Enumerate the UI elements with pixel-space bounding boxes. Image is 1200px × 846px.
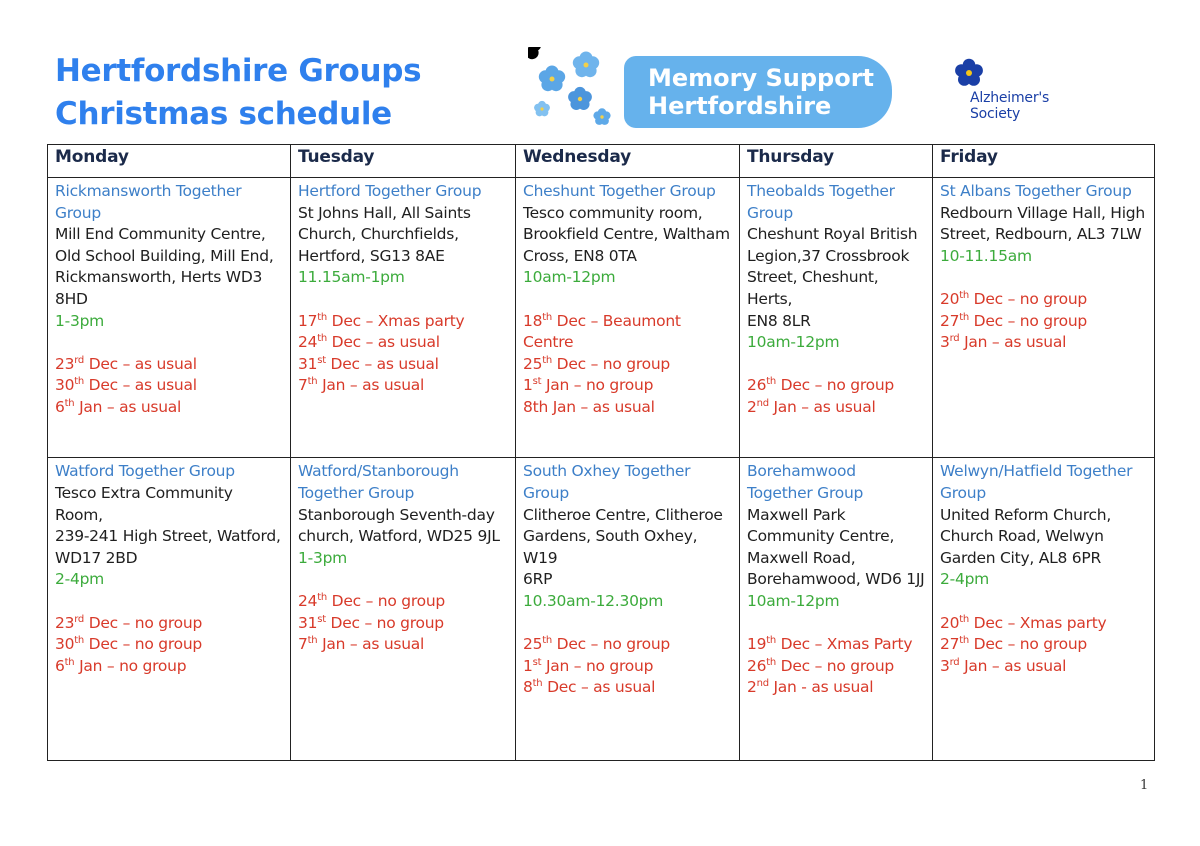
date-day: 30 [55, 635, 75, 654]
spacer [523, 613, 734, 635]
date-suffix: th [74, 635, 84, 647]
schedule-date [55, 613, 285, 635]
schedule-row [48, 458, 1155, 761]
date-status: Dec – no group [327, 592, 446, 611]
group-address: Legion,37 Crossbrook [747, 246, 910, 265]
alzheimers-flower-icon [952, 58, 986, 90]
group-address: Church, Churchfields, [298, 225, 459, 244]
date-day: 3 [940, 656, 950, 675]
schedule-date [298, 332, 510, 354]
date-day: 26 [747, 656, 767, 675]
group-address: EN8 8LR [747, 311, 811, 330]
date-status: Dec – no group [776, 656, 895, 675]
spacer [940, 591, 1149, 613]
date-suffix: st [532, 656, 542, 668]
date-day: 24 [298, 592, 318, 611]
spacer [55, 591, 285, 613]
date-day: 18 [523, 311, 543, 330]
date-status: Dec – as usual [325, 354, 439, 373]
memory-support-logo [624, 56, 892, 128]
schedule-date [55, 354, 285, 376]
spacer [298, 289, 510, 311]
schedule-date [298, 591, 510, 613]
schedule-date [747, 677, 927, 699]
group-name: Group [55, 203, 101, 222]
date-day: 23 [55, 613, 75, 632]
group-name: Borehamwood [747, 462, 856, 481]
date-day: 20 [940, 613, 960, 632]
date-suffix: st [532, 376, 542, 388]
group-address: United Reform Church, [940, 505, 1112, 524]
group-cell [291, 458, 516, 761]
group-name: Hertford Together Group [298, 182, 482, 200]
date-day: 31 [298, 354, 318, 373]
group-cell [740, 178, 933, 458]
group-address: Mill End Community Centre, [55, 225, 266, 244]
group-time: 1-3pm [298, 548, 348, 567]
group-name: Cheshunt Together Group [523, 182, 716, 200]
date-status: Jan - as usual [768, 678, 874, 697]
date-status: Jan – as usual [959, 333, 1067, 352]
date-suffix: th [64, 397, 75, 409]
schedule-date [523, 677, 734, 699]
group-cell [48, 458, 291, 761]
date-suffix: st [317, 354, 326, 366]
date-suffix: th [74, 376, 84, 388]
date-suffix: th [959, 613, 969, 625]
date-suffix: th [64, 656, 75, 668]
date-suffix: th [766, 376, 776, 388]
date-status: Jan – no group [74, 656, 187, 675]
date-status: Dec – no group [84, 613, 203, 632]
schedule-date [940, 289, 1149, 311]
group-address: Cheshunt Royal British [747, 225, 918, 244]
group-address: Community Centre, [747, 527, 895, 546]
group-cell [740, 458, 933, 761]
date-day: 23 [55, 354, 75, 373]
group-address: Borehamwood, WD6 1JJ [747, 570, 925, 589]
date-day: 25 [523, 354, 543, 373]
group-time: 2-4pm [55, 570, 105, 589]
date-status: Dec – no group [84, 635, 203, 654]
schedule-date [940, 634, 1149, 656]
schedule-date [940, 656, 1149, 678]
schedule-date [298, 375, 510, 397]
alzheimers-society-logo [944, 58, 1054, 128]
date-day: 1 [523, 656, 533, 675]
date-day: 2 [747, 397, 757, 416]
schedule-date [940, 311, 1149, 333]
group-address: WD17 2BD [55, 548, 138, 567]
date-suffix: th [317, 333, 327, 344]
date-suffix: rd [949, 656, 960, 668]
group-address: Street, Cheshunt, Herts, [747, 268, 879, 308]
group-time: 10.30am-12.30pm [523, 592, 664, 611]
date-status: Dec – no group [552, 635, 671, 654]
group-cell [933, 178, 1155, 458]
date-day: 19 [747, 635, 767, 654]
schedule-date [55, 634, 285, 656]
date-status: Dec – no group [325, 613, 444, 632]
date-status: Dec – Xmas Party [776, 635, 913, 654]
group-address: 6RP [523, 570, 553, 589]
group-name: Watford/Stanborough [298, 462, 459, 481]
spacer [747, 613, 927, 635]
date-day: 6 [55, 397, 65, 416]
date-suffix: th [766, 635, 776, 647]
date-status: Jan – as usual [768, 397, 876, 416]
date-suffix: th [542, 311, 552, 323]
date-day: 3 [940, 333, 950, 352]
schedule-date [523, 354, 734, 376]
schedule-date [55, 656, 285, 678]
schedule-date [298, 613, 510, 635]
memory-support-logo-line1: Memory Support [648, 64, 875, 92]
group-address: St Johns Hall, All Saints [298, 203, 471, 222]
schedule-date [523, 656, 734, 678]
date-day: 27 [940, 635, 960, 654]
group-name: South Oxhey Together [523, 462, 691, 481]
date-status: Jan – no group [541, 656, 654, 675]
group-name: Group [523, 484, 569, 503]
group-address: Rickmansworth, Herts WD3 [55, 268, 263, 287]
date-status: Dec – Xmas party [327, 311, 465, 330]
group-time: 10am-12pm [523, 268, 616, 287]
day-header: Tuesday [291, 145, 516, 178]
date-status: Dec – Beaumont Centre [523, 311, 681, 352]
date-suffix: rd [74, 354, 85, 366]
date-suffix: st [317, 613, 326, 625]
day-header: Monday [48, 145, 291, 178]
date-status: Dec – as usual [327, 333, 440, 352]
date-status: Dec – no group [969, 635, 1088, 654]
date-status: Dec – as usual [84, 354, 197, 373]
date-suffix: nd [756, 397, 769, 409]
date-day: 30 [55, 376, 75, 395]
memory-support-logo-line2: Hertfordshire [648, 92, 832, 120]
group-cell [48, 178, 291, 458]
group-name: St Albans Together Group [940, 182, 1132, 200]
schedule-date [523, 375, 734, 397]
date-status: Jan – as usual [317, 376, 425, 395]
date-status: Jan – no group [541, 376, 654, 395]
group-time: 2-4pm [940, 570, 990, 589]
group-time: 10am-12pm [747, 333, 840, 352]
group-time: 11.15am-1pm [298, 268, 405, 287]
alzheimers-logo-line1: Alzheimer's [970, 90, 1050, 106]
group-address: Clitheroe Centre, Clitheroe [523, 505, 723, 524]
group-name: Theobalds Together [747, 182, 895, 200]
date-day: 20 [940, 289, 960, 308]
date-suffix: th [317, 591, 327, 603]
group-address: Redbourn Village Hall, High [940, 203, 1145, 222]
schedule-date [523, 634, 734, 656]
date-suffix: th [307, 635, 318, 647]
date-status: Jan – as usual [74, 397, 182, 416]
group-address: 239-241 High Street, Watford, [55, 527, 281, 546]
group-address: Tesco Extra Community Room, [55, 484, 233, 524]
day-header-row [48, 145, 1155, 178]
group-address: Brookfield Centre, Waltham [523, 225, 730, 244]
date-suffix: th [307, 376, 318, 388]
schedule-date [747, 397, 927, 419]
date-day: 17 [298, 311, 318, 330]
schedule-date [298, 311, 510, 333]
date-day: 7 [298, 635, 308, 654]
group-address: Maxwell Road, [747, 548, 856, 567]
group-name: Group [747, 203, 793, 222]
date-suffix: rd [74, 613, 85, 625]
spacer [523, 289, 734, 311]
group-time: 10-11.15am [940, 246, 1032, 265]
group-address: Garden City, AL8 6PR [940, 548, 1101, 567]
schedule-row [48, 178, 1155, 458]
date-day: 25 [523, 635, 543, 654]
spacer [55, 332, 285, 354]
date-suffix: rd [949, 333, 960, 344]
group-cell [933, 458, 1155, 761]
day-header: Wednesday [516, 145, 740, 178]
schedule-date [55, 375, 285, 397]
group-cell [516, 458, 740, 761]
date-day: 26 [747, 376, 767, 395]
date-status: Jan – as usual [959, 656, 1067, 675]
date-suffix: th [766, 656, 776, 668]
schedule-date [747, 375, 927, 397]
date-status: Dec – no group [969, 311, 1088, 330]
date-day: 8th Jan – as usual [523, 397, 655, 416]
date-day: 2 [747, 678, 757, 697]
schedule-table [47, 144, 1155, 761]
date-day: 1 [523, 376, 533, 395]
date-suffix: th [542, 354, 552, 366]
date-suffix: th [542, 635, 552, 647]
day-header: Thursday [740, 145, 933, 178]
date-status: Dec – as usual [542, 678, 656, 697]
alzheimers-logo-line2: Society [970, 106, 1021, 122]
group-name: Together Group [747, 484, 864, 503]
group-address: Stanborough Seventh-day [298, 505, 495, 524]
group-name: Welwyn/Hatfield Together [940, 462, 1133, 481]
title-line-2: Christmas schedule [55, 96, 392, 132]
date-suffix: th [532, 678, 543, 690]
spacer [747, 354, 927, 376]
date-day: 31 [298, 613, 318, 632]
group-address: Cross, EN8 0TA [523, 246, 637, 265]
schedule-date [298, 634, 510, 656]
group-address: Church Road, Welwyn [940, 527, 1104, 546]
date-day: 8 [523, 678, 533, 697]
group-cell [291, 178, 516, 458]
group-address: church, Watford, WD25 9JL [298, 527, 500, 546]
schedule-date [747, 656, 927, 678]
group-time: 1-3pm [55, 311, 105, 330]
schedule-date [55, 397, 285, 419]
date-day: 27 [940, 311, 960, 330]
date-status: Dec – no group [776, 376, 895, 395]
schedule-date [747, 634, 927, 656]
date-day: 7 [298, 376, 308, 395]
page-title [55, 50, 421, 136]
group-time: 10am-12pm [747, 592, 840, 611]
forget-me-not-flowers-icon [528, 47, 620, 137]
date-status: Dec – Xmas party [969, 613, 1107, 632]
date-day: 24 [298, 333, 318, 352]
group-address: Gardens, South Oxhey, W19 [523, 527, 698, 567]
group-address: Hertford, SG13 8AE [298, 246, 445, 265]
day-header: Friday [933, 145, 1155, 178]
date-suffix: th [959, 289, 969, 301]
schedule-date [940, 613, 1149, 635]
date-suffix: nd [756, 678, 769, 690]
spacer [940, 267, 1149, 289]
date-status: Jan – as usual [317, 635, 425, 654]
page-number: 1 [1140, 778, 1149, 793]
schedule-date [523, 397, 734, 419]
group-address: 8HD [55, 289, 88, 308]
date-suffix: th [959, 311, 969, 323]
group-name: Together Group [298, 484, 415, 503]
date-suffix: th [959, 635, 969, 647]
group-address: Tesco community room, [523, 203, 703, 222]
group-address: Street, Redbourn, AL3 7LW [940, 225, 1142, 244]
schedule-date [298, 354, 510, 376]
group-cell [516, 178, 740, 458]
date-day: 6 [55, 656, 65, 675]
date-status: Dec – no group [969, 289, 1088, 308]
schedule-date [523, 311, 734, 354]
date-suffix: th [317, 311, 327, 323]
date-status: Dec – no group [552, 354, 671, 373]
spacer [298, 569, 510, 591]
group-name: Group [940, 484, 986, 503]
group-address: Maxwell Park [747, 505, 846, 524]
title-line-1: Hertfordshire Groups [55, 53, 422, 89]
schedule-date [940, 332, 1149, 354]
group-name: Rickmansworth Together [55, 182, 242, 200]
group-name: Watford Together Group [55, 462, 235, 481]
date-status: Dec – as usual [84, 376, 197, 395]
group-address: Old School Building, Mill End, [55, 246, 274, 265]
